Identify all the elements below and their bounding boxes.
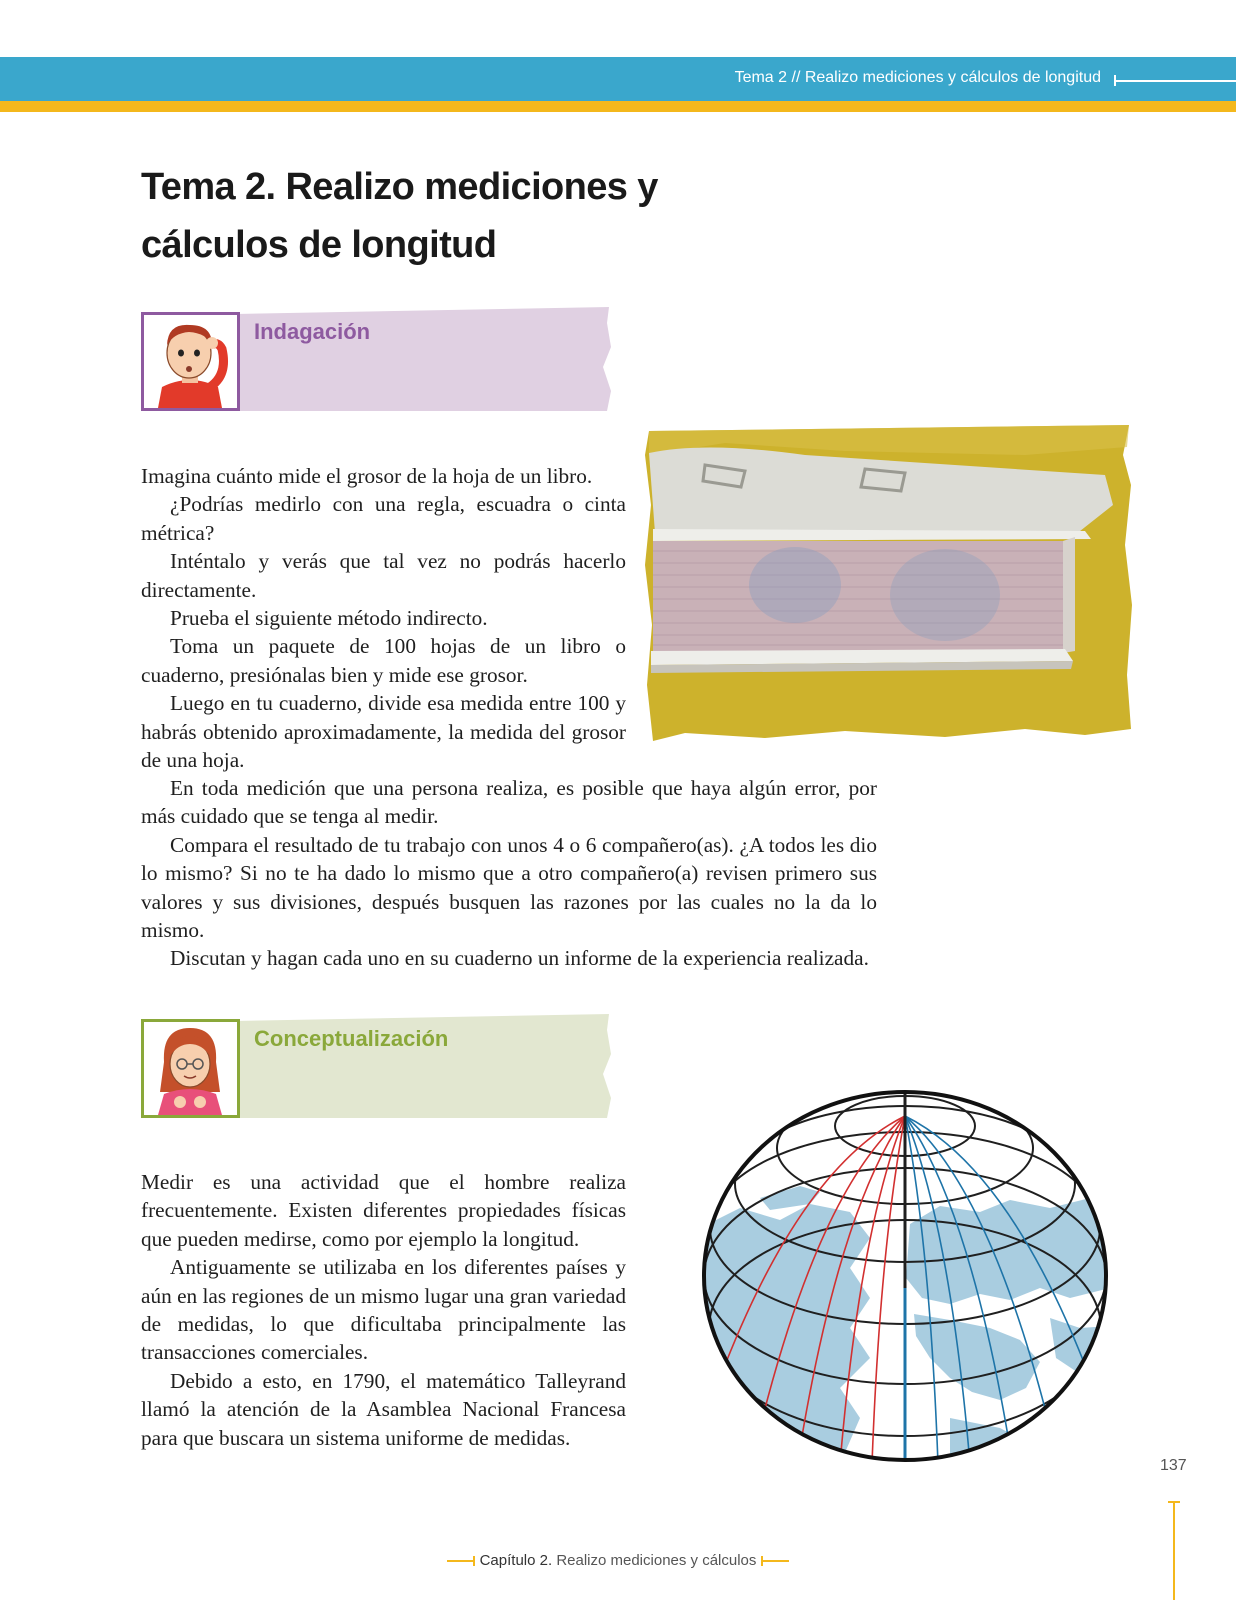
indagacion-paragraph: Luego en tu cuaderno, divide esa medida entre 100 y habrás obtenido aproximadamente, la medida del grosor de una hoja. <box>141 691 626 773</box>
footer-chapter-label: Capítulo 2. <box>479 1552 553 1569</box>
indagacion-text-block-1 <box>141 462 626 774</box>
footer-rule-left <box>447 1560 475 1562</box>
page-title <box>141 158 761 274</box>
indagacion-paragraph: Compara el resultado de tu trabajo con unos 4 o 6 compañero(as). ¿A todos les dio lo mismo? Si no te ha dado lo mismo que a otro compañero(a) revisen primero sus valores y sus divisiones, después busquen las razones por las cuales no la da lo mismo. <box>141 832 877 943</box>
side-rule <box>1173 1502 1175 1600</box>
indagacion-paragraph: Toma un paquete de 100 hojas de un libro o cuaderno, presiónalas bien y mide ese grosor. <box>141 634 626 687</box>
title-line-2: cálculos de longitud <box>141 224 497 266</box>
indagacion-text-block-2 <box>141 774 877 973</box>
title-line-1: Tema 2. Realizo mediciones y <box>141 166 658 208</box>
globe-meridians-icon <box>700 1088 1110 1464</box>
indagacion-paragraph: En toda medición que una persona realiza, es posible que haya algún error, por más cuidado que se tenga al medir. <box>141 776 877 829</box>
conceptualizacion-paragraph: Debido a esto, en 1790, el matemático Talleyrand llamó la atención de la Asamblea Nacional Francesa para que buscara un sistema uniforme de medidas. <box>141 1368 626 1450</box>
running-head: Tema 2 // Realizo mediciones y cálculos de longitud <box>734 69 1101 86</box>
thinking-boy-icon <box>144 315 237 408</box>
indagacion-paragraph: Inténtalo y verás que tal vez no podrás hacerlo directamente. <box>141 549 626 602</box>
indagacion-paragraph: Prueba el siguiente método indirecto. <box>170 606 488 631</box>
book-photo <box>645 425 1132 742</box>
header-gold-stripe <box>0 101 1236 112</box>
conceptualizacion-paragraph: Medir es una actividad que el hombre realiza frecuentemente. Existen diferentes propiedades físicas que pueden medirse, como por ejemplo la longitud. <box>141 1170 626 1251</box>
running-head-rule <box>1114 80 1236 82</box>
conceptualizacion-banner <box>141 1014 621 1118</box>
page-number: 137 <box>1160 1457 1187 1474</box>
conceptualizacion-text-block <box>141 1168 626 1452</box>
footer-chapter-title: Realizo mediciones y cálculos <box>556 1552 757 1569</box>
indagacion-banner <box>141 307 621 411</box>
globe-illustration <box>700 1088 1110 1464</box>
indagacion-paragraph: Discutan y hagan cada uno en su cuaderno un informe de la experiencia realizada. <box>170 946 869 971</box>
conceptualizacion-avatar <box>141 1019 240 1118</box>
indagacion-paragraph: Imagina cuánto mide el grosor de la hoja de un libro. <box>141 464 593 488</box>
footer <box>0 1552 1236 1569</box>
footer-rule-right <box>761 1560 789 1562</box>
indagacion-paragraph: ¿Podrías medirlo con una regla, escuadra o cinta métrica? <box>141 492 626 545</box>
indagacion-label: Indagación <box>254 319 371 344</box>
conceptualizacion-paragraph: Antiguamente se utilizaba en los diferentes países y aún en las regiones de un mismo lugar una gran variedad de medidas, lo que dificultaba principalmente las transacciones comerciales. <box>141 1255 626 1365</box>
girl-with-glasses-icon <box>144 1022 237 1115</box>
conceptualizacion-label: Conceptualización <box>254 1026 449 1051</box>
book-thickness-photo <box>645 425 1132 742</box>
indagacion-avatar <box>141 312 240 411</box>
